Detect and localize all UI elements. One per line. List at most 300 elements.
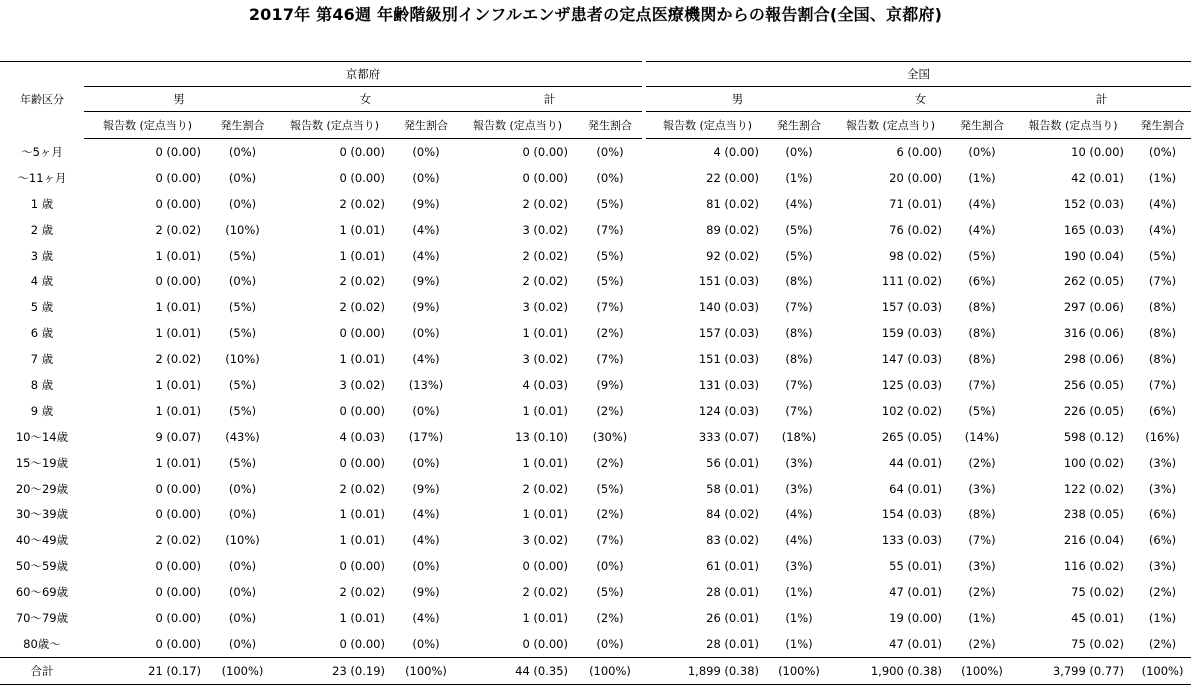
rate-cell: (7%) — [596, 222, 624, 237]
age-group-cell: 7 歳 — [30, 352, 54, 367]
rate-cell: (4%) — [412, 507, 440, 522]
rate-cell: (7%) — [596, 300, 624, 315]
count-cell: 124 (0.03) — [698, 403, 759, 418]
count-cell: 28 (0.01) — [706, 585, 759, 600]
count-cell: 0 (0.00) — [339, 403, 385, 418]
count-cell: 2 (0.02) — [522, 274, 568, 289]
age-group-cell: 9 歳 — [30, 403, 54, 418]
count-cell: 61 (0.01) — [706, 559, 759, 574]
rate-cell: (1%) — [968, 170, 996, 185]
count-cell: 216 (0.04) — [1063, 533, 1124, 548]
rate-cell: (2%) — [1148, 636, 1177, 651]
rate-cell: (3%) — [1148, 481, 1177, 496]
rate-cell: (7%) — [1148, 377, 1177, 392]
kyoto-female-header: 女 — [274, 87, 457, 112]
rate-cell: (2%) — [596, 610, 624, 625]
rate-cell: (0%) — [596, 636, 624, 651]
rate-cell: (8%) — [968, 326, 996, 341]
rate-cell: (5%) — [968, 248, 996, 263]
rate-cell: (3%) — [1148, 455, 1177, 470]
rate-cell: (1%) — [1148, 610, 1177, 625]
rate-header: 発生割合 — [769, 112, 829, 139]
rate-cell: (8%) — [968, 352, 996, 367]
rate-cell: (10%) — [225, 222, 260, 237]
rate-cell: (2%) — [596, 403, 624, 418]
table-row — [0, 476, 1191, 502]
rate-cell: (5%) — [596, 196, 624, 211]
count-cell: 3 (0.02) — [522, 222, 568, 237]
rate-cell: (0%) — [228, 170, 257, 185]
count-cell: 0 (0.00) — [155, 481, 201, 496]
count-cell: 1 (0.01) — [155, 326, 201, 341]
count-cell: 598 (0.12) — [1063, 429, 1124, 444]
count-cell: 10 (0.00) — [1071, 144, 1124, 159]
count-cell: 0 (0.00) — [522, 636, 568, 651]
count-cell: 0 (0.00) — [339, 170, 385, 185]
count-cell: 316 (0.06) — [1063, 326, 1124, 341]
rate-cell: (4%) — [1148, 196, 1177, 211]
rate-cell: (1%) — [1148, 170, 1177, 185]
count-cell: 9 (0.07) — [155, 429, 201, 444]
count-cell: 20 (0.00) — [889, 170, 942, 185]
rate-header: 発生割合 — [1134, 112, 1191, 139]
rate-cell: (18%) — [781, 429, 817, 444]
table-row — [0, 294, 1191, 320]
rate-cell: (4%) — [412, 610, 440, 625]
rate-cell: (8%) — [785, 352, 813, 367]
count-header: 報告数 (定点当り) — [646, 112, 769, 139]
rate-cell: (5%) — [228, 377, 257, 392]
count-cell: 0 (0.00) — [155, 585, 201, 600]
age-group-cell: 6 歳 — [30, 326, 54, 341]
count-header: 報告数 (定点当り) — [274, 112, 395, 139]
rate-cell: (4%) — [412, 533, 440, 548]
count-cell: 0 (0.00) — [339, 559, 385, 574]
count-cell: 64 (0.01) — [889, 481, 942, 496]
rate-cell: (8%) — [785, 274, 813, 289]
count-cell: 151 (0.03) — [698, 274, 759, 289]
count-cell: 147 (0.03) — [881, 352, 942, 367]
count-cell: 71 (0.01) — [889, 196, 942, 211]
age-group-cell: 4 歳 — [30, 274, 54, 289]
count-cell: 262 (0.05) — [1063, 274, 1124, 289]
count-cell: 1 (0.01) — [339, 610, 385, 625]
rate-cell: (9%) — [596, 377, 624, 392]
rate-cell: (10%) — [225, 352, 260, 367]
rate-cell: (8%) — [1148, 326, 1177, 341]
rate-cell: (0%) — [228, 610, 257, 625]
page-title: 2017年 第46週 年齢階級別インフルエンザ患者の定点医療機関からの報告割合(全国、京都府) — [248, 5, 943, 24]
count-cell: 238 (0.05) — [1063, 507, 1124, 522]
table-body — [0, 139, 1191, 685]
count-cell: 226 (0.05) — [1063, 403, 1124, 418]
count-cell: 2 (0.02) — [339, 585, 385, 600]
rate-cell: (0%) — [228, 144, 257, 159]
count-cell: 21 (0.17) — [84, 657, 211, 684]
rate-cell: (5%) — [968, 403, 996, 418]
rate-cell: (7%) — [785, 300, 813, 315]
count-cell: 125 (0.03) — [881, 377, 942, 392]
count-cell: 298 (0.06) — [1063, 352, 1124, 367]
rate-cell: (2%) — [968, 585, 996, 600]
count-cell: 3,799 (0.77) — [1012, 657, 1134, 684]
rate-cell: (7%) — [968, 533, 996, 548]
rate-cell: (5%) — [785, 222, 813, 237]
rate-cell: (2%) — [596, 326, 624, 341]
rate-cell: (9%) — [412, 585, 440, 600]
rate-cell: (10%) — [225, 533, 260, 548]
count-cell: 1 (0.01) — [155, 455, 201, 470]
table-row — [0, 631, 1191, 657]
kyoto-male-header: 男 — [84, 87, 274, 112]
count-cell: 1 (0.01) — [155, 300, 201, 315]
count-cell: 4 (0.03) — [522, 377, 568, 392]
rate-cell: (2%) — [596, 507, 624, 522]
count-cell: 13 (0.10) — [515, 429, 568, 444]
count-cell: 0 (0.00) — [155, 274, 201, 289]
count-cell: 58 (0.01) — [706, 481, 759, 496]
table-row — [0, 268, 1191, 294]
count-cell: 6 (0.00) — [896, 144, 942, 159]
rate-cell: (1%) — [968, 610, 996, 625]
count-cell: 92 (0.02) — [706, 248, 759, 263]
rate-cell: (1%) — [785, 170, 813, 185]
count-cell: 1,900 (0.38) — [829, 657, 952, 684]
count-cell: 1 (0.01) — [155, 377, 201, 392]
count-cell: 1 (0.01) — [522, 507, 568, 522]
table-row — [0, 217, 1191, 243]
count-cell: 0 (0.00) — [155, 610, 201, 625]
count-cell: 111 (0.02) — [881, 274, 942, 289]
rate-cell: (4%) — [968, 196, 996, 211]
rate-cell: (9%) — [412, 274, 440, 289]
count-cell: 23 (0.19) — [274, 657, 395, 684]
rate-cell: (0%) — [412, 455, 440, 470]
count-cell: 2 (0.02) — [155, 533, 201, 548]
count-cell: 3 (0.02) — [522, 300, 568, 315]
rate-cell: (0%) — [412, 403, 440, 418]
age-column-header: 年齢区分 — [20, 93, 64, 106]
count-cell: 98 (0.02) — [889, 248, 942, 263]
table-row — [0, 579, 1191, 605]
rate-cell: (5%) — [596, 274, 624, 289]
count-cell: 84 (0.02) — [706, 507, 759, 522]
count-cell: 2 (0.02) — [339, 481, 385, 496]
count-header: 報告数 (定点当り) — [84, 112, 211, 139]
age-group-cell: 50〜59歳 — [15, 559, 69, 574]
count-cell: 4 (0.03) — [339, 429, 385, 444]
table-row — [0, 398, 1191, 424]
count-cell: 0 (0.00) — [522, 559, 568, 574]
count-cell: 1 (0.01) — [155, 403, 201, 418]
rate-cell: (0%) — [412, 559, 440, 574]
count-cell: 140 (0.03) — [698, 300, 759, 315]
count-cell: 1 (0.01) — [339, 533, 385, 548]
rate-cell: (0%) — [412, 326, 440, 341]
rate-cell: (8%) — [1148, 300, 1177, 315]
rate-cell: (0%) — [785, 144, 813, 159]
count-cell: 76 (0.02) — [889, 222, 942, 237]
rate-cell: (5%) — [228, 326, 257, 341]
table-row — [0, 165, 1191, 191]
rate-cell: (0%) — [968, 144, 996, 159]
rate-cell: (100%) — [578, 657, 642, 684]
rate-cell: (13%) — [408, 377, 444, 392]
rate-cell: (5%) — [1148, 248, 1177, 263]
count-cell: 1 (0.01) — [339, 352, 385, 367]
rate-cell: (0%) — [1148, 144, 1177, 159]
count-cell: 75 (0.02) — [1071, 585, 1124, 600]
rate-cell: (9%) — [412, 196, 440, 211]
rate-cell: (100%) — [1134, 657, 1191, 684]
count-cell: 26 (0.01) — [706, 610, 759, 625]
table-row — [0, 450, 1191, 476]
rate-cell: (43%) — [225, 429, 260, 444]
rate-cell: (0%) — [596, 144, 624, 159]
region-kyoto-header: 京都府 — [84, 62, 642, 87]
rate-header: 発生割合 — [952, 112, 1012, 139]
count-header: 報告数 (定点当り) — [457, 112, 578, 139]
count-cell: 47 (0.01) — [889, 636, 942, 651]
table-row — [0, 346, 1191, 372]
rate-cell: (8%) — [968, 300, 996, 315]
rate-cell: (0%) — [412, 170, 440, 185]
rate-cell: (0%) — [596, 170, 624, 185]
rate-cell: (0%) — [228, 481, 257, 496]
count-cell: 165 (0.03) — [1063, 222, 1124, 237]
rate-cell: (1%) — [785, 610, 813, 625]
count-cell: 3 (0.02) — [339, 377, 385, 392]
count-cell: 4 (0.00) — [713, 144, 759, 159]
count-cell: 0 (0.00) — [339, 636, 385, 651]
rate-cell: (4%) — [412, 352, 440, 367]
count-cell: 0 (0.00) — [155, 559, 201, 574]
rate-cell: (2%) — [1148, 585, 1177, 600]
rate-cell: (7%) — [596, 352, 624, 367]
rate-cell: (100%) — [769, 657, 829, 684]
count-cell: 1 (0.01) — [522, 610, 568, 625]
count-cell: 0 (0.00) — [155, 196, 201, 211]
count-cell: 2 (0.02) — [155, 352, 201, 367]
rate-cell: (7%) — [785, 403, 813, 418]
rate-cell: (9%) — [412, 481, 440, 496]
count-cell: 333 (0.07) — [698, 429, 759, 444]
count-cell: 190 (0.04) — [1063, 248, 1124, 263]
table-row — [0, 553, 1191, 579]
count-cell: 0 (0.00) — [522, 170, 568, 185]
count-cell: 154 (0.03) — [881, 507, 942, 522]
region-header-row — [0, 62, 1191, 87]
count-cell: 1 (0.01) — [339, 507, 385, 522]
age-group-cell: 20〜29歳 — [15, 481, 69, 496]
rate-cell: (30%) — [592, 429, 628, 444]
rate-cell: (3%) — [968, 481, 996, 496]
rate-cell: (6%) — [1148, 507, 1177, 522]
rate-header: 発生割合 — [578, 112, 642, 139]
rate-cell: (5%) — [228, 248, 257, 263]
rate-cell: (1%) — [785, 585, 813, 600]
rate-cell: (7%) — [968, 377, 996, 392]
count-cell: 2 (0.02) — [339, 196, 385, 211]
age-group-cell: 8 歳 — [30, 377, 54, 392]
count-cell: 265 (0.05) — [881, 429, 942, 444]
rate-cell: (5%) — [596, 481, 624, 496]
age-group-cell: 〜11ヶ月 — [17, 170, 67, 185]
count-cell: 47 (0.01) — [889, 585, 942, 600]
rate-cell: (7%) — [785, 377, 813, 392]
count-cell: 102 (0.02) — [881, 403, 942, 418]
report-table — [0, 61, 1191, 685]
count-cell: 2 (0.02) — [522, 481, 568, 496]
count-cell: 83 (0.02) — [706, 533, 759, 548]
table-row — [0, 372, 1191, 398]
count-cell: 256 (0.05) — [1063, 377, 1124, 392]
count-cell: 2 (0.02) — [522, 585, 568, 600]
rate-cell: (4%) — [785, 533, 813, 548]
age-group-cell: 80歳〜 — [23, 636, 61, 651]
count-cell: 297 (0.06) — [1063, 300, 1124, 315]
rate-cell: (5%) — [228, 300, 257, 315]
rate-cell: (0%) — [228, 274, 257, 289]
rate-cell: (4%) — [412, 248, 440, 263]
count-cell: 122 (0.02) — [1063, 481, 1124, 496]
rate-cell: (8%) — [968, 507, 996, 522]
national-total-header: 計 — [1012, 87, 1191, 112]
rate-cell: (5%) — [596, 248, 624, 263]
rate-cell: (100%) — [211, 657, 274, 684]
rate-cell: (8%) — [1148, 352, 1177, 367]
count-cell: 0 (0.00) — [339, 326, 385, 341]
count-cell: 0 (0.00) — [522, 144, 568, 159]
rate-cell: (4%) — [1148, 222, 1177, 237]
age-group-cell: 30〜39歳 — [15, 507, 69, 522]
table-row — [0, 191, 1191, 217]
rate-cell: (7%) — [1148, 274, 1177, 289]
count-cell: 157 (0.03) — [698, 326, 759, 341]
count-cell: 2 (0.02) — [522, 196, 568, 211]
rate-cell: (7%) — [596, 533, 624, 548]
count-cell: 0 (0.00) — [155, 144, 201, 159]
rate-cell: (17%) — [408, 429, 444, 444]
age-group-cell: 70〜79歳 — [15, 610, 69, 625]
count-cell: 1 (0.01) — [339, 248, 385, 263]
rate-cell: (4%) — [785, 507, 813, 522]
table-row — [0, 139, 1191, 165]
age-group-cell: 1 歳 — [30, 196, 54, 211]
count-cell: 44 (0.35) — [457, 657, 578, 684]
kyoto-total-header: 計 — [457, 87, 642, 112]
count-cell: 133 (0.03) — [881, 533, 942, 548]
rate-cell: (3%) — [785, 559, 813, 574]
total-label: 合計 — [0, 657, 84, 684]
count-cell: 45 (0.01) — [1071, 610, 1124, 625]
rate-cell: (9%) — [412, 300, 440, 315]
count-header: 報告数 (定点当り) — [1012, 112, 1134, 139]
rate-cell: (0%) — [596, 559, 624, 574]
age-group-cell: 〜5ヶ月 — [21, 144, 63, 159]
age-group-cell: 40〜49歳 — [15, 533, 69, 548]
sex-header-row — [0, 87, 1191, 112]
total-row — [0, 657, 1191, 684]
rate-cell: (5%) — [228, 455, 257, 470]
age-group-cell: 3 歳 — [30, 248, 54, 263]
count-cell: 152 (0.03) — [1063, 196, 1124, 211]
count-cell: 0 (0.00) — [155, 636, 201, 651]
rate-cell: (2%) — [596, 455, 624, 470]
count-cell: 100 (0.02) — [1063, 455, 1124, 470]
national-female-header: 女 — [829, 87, 1012, 112]
rate-cell: (4%) — [412, 222, 440, 237]
rate-cell: (4%) — [785, 196, 813, 211]
rate-cell: (5%) — [228, 403, 257, 418]
count-cell: 1 (0.01) — [522, 455, 568, 470]
count-cell: 159 (0.03) — [881, 326, 942, 341]
count-cell: 1 (0.01) — [522, 326, 568, 341]
count-cell: 0 (0.00) — [155, 507, 201, 522]
rate-cell: (0%) — [228, 585, 257, 600]
count-cell: 151 (0.03) — [698, 352, 759, 367]
national-male-header: 男 — [646, 87, 829, 112]
rate-header: 発生割合 — [395, 112, 457, 139]
count-cell: 0 (0.00) — [339, 455, 385, 470]
count-header: 報告数 (定点当り) — [829, 112, 952, 139]
count-cell: 89 (0.02) — [706, 222, 759, 237]
rate-cell: (0%) — [228, 559, 257, 574]
count-cell: 2 (0.02) — [339, 300, 385, 315]
table-row — [0, 243, 1191, 269]
table-row — [0, 320, 1191, 346]
count-cell: 131 (0.03) — [698, 377, 759, 392]
count-cell: 42 (0.01) — [1071, 170, 1124, 185]
rate-cell: (4%) — [968, 222, 996, 237]
age-group-cell: 10〜14歳 — [15, 429, 69, 444]
rate-cell: (2%) — [968, 455, 996, 470]
rate-cell: (8%) — [785, 326, 813, 341]
count-cell: 2 (0.02) — [522, 248, 568, 263]
count-cell: 56 (0.01) — [706, 455, 759, 470]
region-national-header: 全国 — [646, 62, 1191, 87]
rate-cell: (0%) — [228, 507, 257, 522]
rate-cell: (100%) — [952, 657, 1012, 684]
rate-cell: (0%) — [228, 196, 257, 211]
table-row — [0, 527, 1191, 553]
rate-cell: (3%) — [1148, 559, 1177, 574]
count-cell: 75 (0.02) — [1071, 636, 1124, 651]
metric-header-row — [0, 112, 1191, 139]
table-row — [0, 424, 1191, 450]
rate-cell: (5%) — [785, 248, 813, 263]
rate-cell: (16%) — [1145, 429, 1180, 444]
rate-cell: (0%) — [228, 636, 257, 651]
rate-cell: (3%) — [968, 559, 996, 574]
table-row — [0, 501, 1191, 527]
count-cell: 1,899 (0.38) — [646, 657, 769, 684]
rate-cell: (0%) — [412, 636, 440, 651]
count-cell: 3 (0.02) — [522, 352, 568, 367]
age-group-cell: 15〜19歳 — [15, 455, 69, 470]
rate-cell: (3%) — [785, 455, 813, 470]
rate-cell: (3%) — [785, 481, 813, 496]
rate-cell: (1%) — [785, 636, 813, 651]
age-group-cell: 5 歳 — [30, 300, 54, 315]
count-cell: 44 (0.01) — [889, 455, 942, 470]
count-cell: 2 (0.02) — [155, 222, 201, 237]
count-cell: 1 (0.01) — [522, 403, 568, 418]
count-cell: 28 (0.01) — [706, 636, 759, 651]
count-cell: 22 (0.00) — [706, 170, 759, 185]
count-cell: 0 (0.00) — [155, 170, 201, 185]
rate-cell: (6%) — [1148, 403, 1177, 418]
